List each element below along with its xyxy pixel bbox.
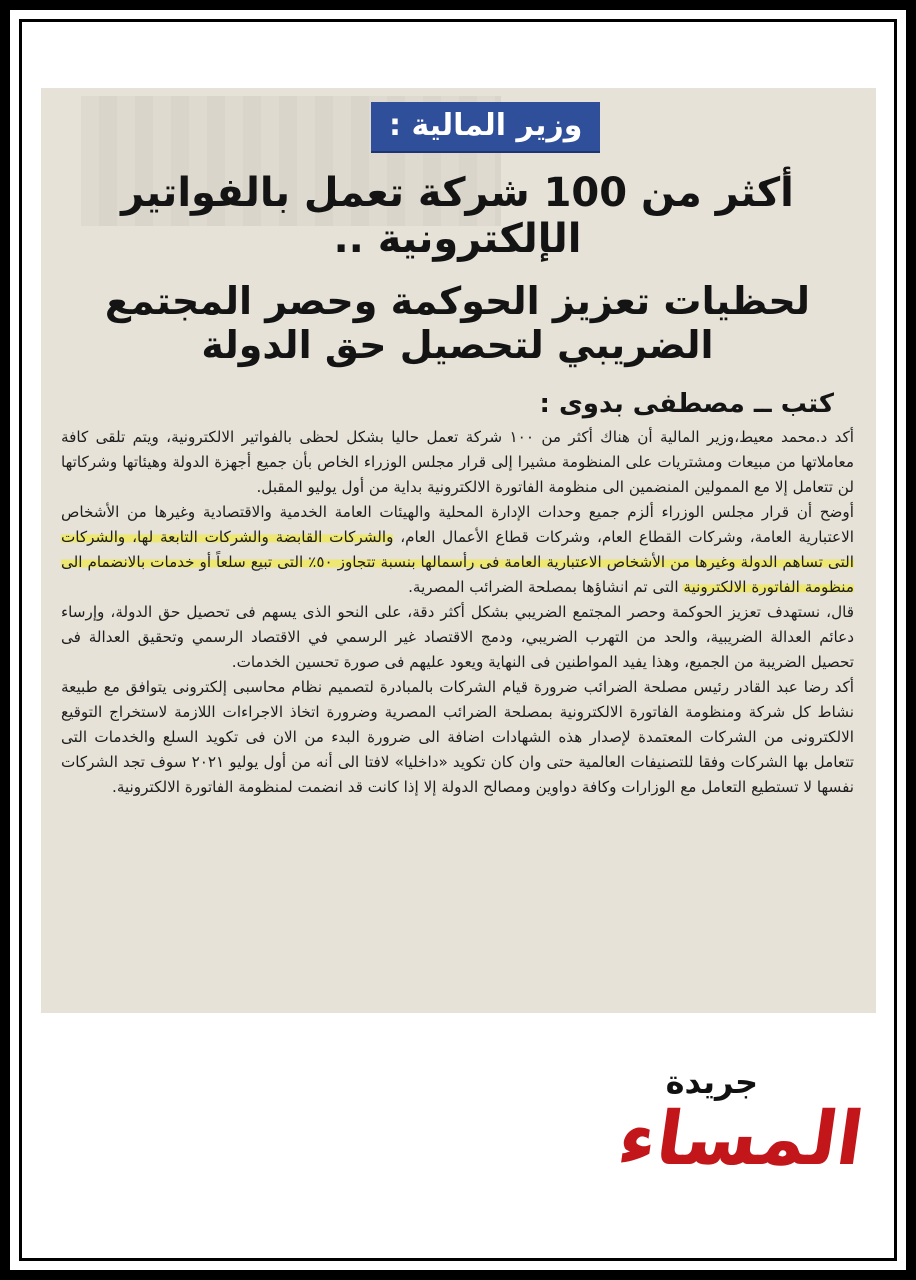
paragraph-3: قال، نستهدف تعزيز الحوكمة وحصر المجتمع الضريبي بشكل أكثر دقة، على النحو الذى يسهم فى تحصيل حق الدولة، وإرساء دعائم العدالة الضريبية، والحد من التهرب الضريبي، ودمج الاقتصاد غير الرسمي في الاقتصاد الرسمي وتحقيق العدالة فى تحصيل الضريبة من الجميع، وهذا يفيد المواطنين فى النهاية ويعود عليهم فى صورة تحسين الخدمات. [61, 603, 854, 672]
logo-name: المساء [613, 1096, 870, 1182]
logo-word: جريدة [665, 1063, 758, 1101]
highlighted-text: والشركات القابضة والشركات التابعة لها، والشركات التى تساهم الدولة وغيرها من الأشخاص الاعتبارية العامة فى رأسمالها بنسبة تتجاوز ٥٠٪ التى تبيع سلعاً أو خدمات بالانضمام الى منظومة الفاتورة الالكترونية [61, 528, 854, 597]
newspaper-clipping [41, 88, 876, 1013]
newspaper-logo [543, 1058, 870, 1188]
headline-main: أكثر من 100 شركة تعمل بالفواتير الإلكترونية .. [121, 170, 794, 262]
paragraph-2-tail: التى تم انشاؤها بمصلحة الضرائب المصرية. [408, 578, 679, 597]
paragraph-1: أكد د.محمد معيط،وزير المالية أن هناك أكثر من ١٠٠ شركة تعمل حاليا بشكل لحظى بالفواتير الالكترونية، ويتم تلقى كافة معاملاتها من مبيعات ومشتريات على المنظومة مشيرا إلى قرار مجلس الوزراء الخاص بأن جميع أجهزة الدولة وهيئاتها وشركاتها لن تتعامل إلا مع الممولين المنضمين الى منظومة الفاتورة الالكترونية بداية من أول يوليو المقبل. [61, 428, 855, 497]
paragraph-4: أكد رضا عبد القادر رئيس مصلحة الضرائب ضرورة قيام الشركات بالمبادرة لتصميم نظام محاسبى إلكترونى يتوافق مع طبيعة نشاط كل شركة ومنظومة الفاتورة الالكترونية بمصلحة الضرائب المصرية وضرورة اتخاذ الاجراءات اللازمة لاستخراج التوقيع الالكترونى من الشركات المعتمدة لإصدار هذه الشهادات اضافة الى ضرورة البدء من الان فى تكويد السلع والخدمات التى تتعامل بها الشركات وفقا للتصنيفات العالمية حتى وان كان تكويد «داخليا» لافتا الى أنه من أول يوليو ٢٠٢١ سوف تجد الشركات نفسها لا تستطيع التعامل مع الوزارات وكافة دواوين ومصالح الدولة إلا إذا كانت قد انضمت لمنظومة الفاتورة الالكترونية. [61, 678, 854, 797]
headline-sub: لحظيات تعزيز الحوكمة وحصر المجتمع الضريبي لتحصيل حق الدولة [104, 279, 811, 367]
byline: كتب ــ مصطفى بدوى : [539, 389, 834, 420]
kicker-label: وزير المالية : [371, 102, 600, 153]
article-body [61, 425, 854, 800]
page-border [10, 10, 906, 1270]
paragraph-2 [61, 500, 854, 600]
paragraph-2-text: أوضح أن قرار مجلس الوزراء ألزم جميع وحدات الإدارة المحلية والهيئات العامة الخدمية والاقتصادية وغيرها من الأشخاص الاعتبارية العامة، وشركات القطاع العام، وشركات قطاع الأعمال العام، [61, 503, 854, 547]
